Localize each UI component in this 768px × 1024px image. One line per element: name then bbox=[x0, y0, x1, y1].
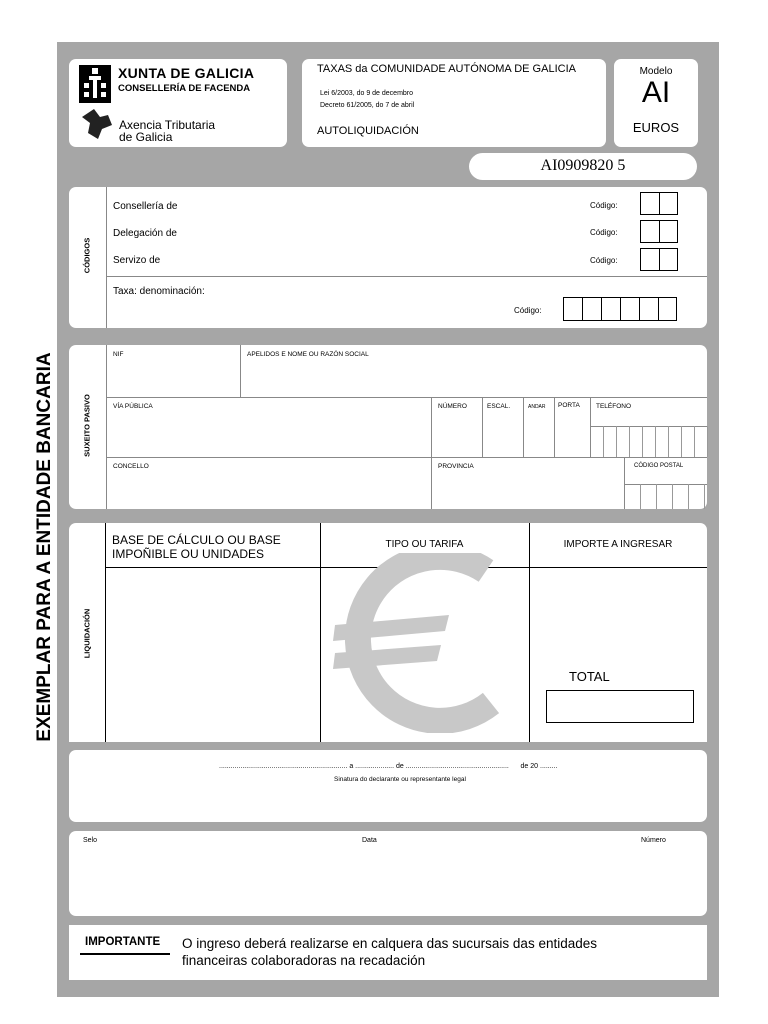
conselleria-code-label: Código: bbox=[590, 201, 618, 210]
taxa-code-split bbox=[601, 297, 602, 321]
liquidacion-label: LIQUIDACIÓN bbox=[82, 608, 92, 659]
signature-caption: Sinatura do declarante ou representante legal bbox=[334, 776, 466, 783]
provincia-label: PROVINCIA bbox=[438, 463, 474, 470]
important-text-2: financeiras colaboradoras na recadación bbox=[182, 953, 426, 968]
law-reference-1: Lei 6/2003, do 9 de decembro bbox=[320, 90, 414, 97]
important-underline bbox=[80, 953, 170, 955]
logo-line1: XUNTA DE GALICIA bbox=[118, 65, 255, 81]
bank-section bbox=[69, 831, 707, 916]
taxa-code-split bbox=[639, 297, 640, 321]
andar-label: ANDAR bbox=[528, 404, 546, 410]
servizo-code-label: Código: bbox=[590, 256, 618, 265]
concello-label: CONCELLO bbox=[113, 463, 149, 470]
servizo-code-split bbox=[659, 248, 660, 271]
signature-area[interactable] bbox=[79, 784, 697, 818]
escal-divider bbox=[523, 397, 524, 457]
via-label: VÍA PÚBLICA bbox=[113, 403, 153, 410]
bank-stamp-area[interactable] bbox=[79, 849, 697, 911]
andar-divider bbox=[554, 397, 555, 457]
row-separator bbox=[106, 457, 707, 458]
logo-line2: CONSELLERÍA DE FACENDA bbox=[118, 83, 251, 94]
numero-label: NÚMERO bbox=[438, 403, 467, 410]
conselleria-label: Consellería de bbox=[113, 201, 178, 212]
year-label: de 20 bbox=[520, 763, 539, 770]
col-divider-1 bbox=[320, 523, 321, 742]
model-code: AI bbox=[641, 76, 671, 109]
numero-divider bbox=[482, 397, 483, 457]
doc-number: AI0909820 5 bbox=[540, 157, 626, 174]
codigos-section bbox=[69, 187, 707, 328]
col-divider-2 bbox=[529, 523, 530, 742]
col-importe-header: IMPORTE A INGRESAR bbox=[563, 539, 673, 550]
escal-label: ESCAL. bbox=[487, 403, 511, 410]
via-divider bbox=[431, 397, 432, 457]
liquidacion-divider bbox=[105, 523, 106, 742]
important-text-1: O ingreso deberá realizarse en calquera das sucursais das entidades bbox=[182, 936, 597, 951]
taxa-code-split bbox=[582, 297, 583, 321]
form-title: TAXAS da COMUNIDADE AUTÓNOMA DE GALICIA bbox=[317, 63, 576, 75]
place-dots: .................................................................. bbox=[219, 763, 348, 770]
taxa-code-label: Código: bbox=[514, 306, 542, 315]
important-label: IMPORTANTE bbox=[85, 936, 161, 948]
conselleria-code-split bbox=[659, 192, 660, 215]
provincia-input[interactable] bbox=[432, 474, 623, 508]
logo-box bbox=[69, 59, 287, 147]
law-reference-2: Decreto 61/2005, do 7 de abril bbox=[320, 102, 415, 109]
row-separator bbox=[106, 397, 707, 398]
cp-input[interactable] bbox=[624, 484, 707, 509]
nif-input[interactable] bbox=[107, 360, 239, 396]
signature-line bbox=[219, 763, 558, 770]
name-label: APELIDOS E NOME OU RAZÓN SOCIAL bbox=[247, 351, 369, 358]
telefono-input[interactable] bbox=[590, 426, 707, 457]
signature-section bbox=[69, 750, 707, 822]
total-input[interactable] bbox=[546, 690, 694, 723]
concello-input[interactable] bbox=[107, 474, 430, 508]
servizo-label: Servizo de bbox=[113, 255, 161, 266]
data-label: Data bbox=[362, 837, 377, 844]
codigos-divider bbox=[106, 187, 107, 328]
delegacion-label: Delegación de bbox=[113, 228, 177, 239]
telefono-cell-divider bbox=[707, 426, 708, 457]
base-input[interactable] bbox=[107, 569, 319, 741]
liquidacion-section bbox=[69, 523, 707, 742]
col-tipo-header: TIPO OU TARIFA bbox=[385, 539, 464, 550]
year-dots: ......... bbox=[540, 763, 558, 770]
model-box bbox=[614, 59, 698, 147]
porta-label: PORTA bbox=[558, 402, 580, 409]
currency-label: EUROS bbox=[632, 120, 680, 135]
total-label: TOTAL bbox=[569, 669, 610, 684]
name-input[interactable] bbox=[241, 360, 706, 396]
cp-label: CÓDIGO POSTAL bbox=[634, 463, 684, 469]
month-dots: ..................................................... bbox=[405, 763, 509, 770]
nif-label: NIF bbox=[113, 351, 124, 358]
delegacion-code-label: Código: bbox=[590, 228, 618, 237]
via-input[interactable] bbox=[107, 414, 430, 456]
form-subtitle: AUTOLIQUIDACIÓN bbox=[317, 125, 419, 137]
important-section bbox=[69, 925, 707, 980]
taxa-code-split bbox=[658, 297, 659, 321]
taxa-label: Taxa: denominación: bbox=[113, 286, 205, 297]
a-label: a bbox=[349, 763, 354, 770]
suxeito-label: SUXEITO PASIVO bbox=[82, 394, 92, 457]
col-base-header-2: IMPOÑIBLE OU UNIDADES bbox=[112, 547, 265, 561]
tipo-input[interactable] bbox=[322, 569, 528, 741]
agency-logo-icon bbox=[80, 107, 114, 141]
delegacion-code-split bbox=[659, 220, 660, 243]
taxa-code-split bbox=[620, 297, 621, 321]
col-base-header-1: BASE DE CÁLCULO OU BASE bbox=[112, 533, 281, 547]
agency-line1: Axencia Tributaria bbox=[119, 118, 216, 132]
telefono-label: TELÉFONO bbox=[596, 403, 632, 410]
model-label: Modelo bbox=[639, 66, 673, 77]
xunta-crest-icon bbox=[79, 65, 111, 103]
agency-line2: de Galicia bbox=[119, 130, 173, 144]
title-box bbox=[302, 59, 606, 147]
doc-number-box bbox=[469, 153, 697, 180]
numero-bank-label: Número bbox=[641, 837, 666, 844]
day-dots: .................... bbox=[355, 763, 395, 770]
de-label: de bbox=[396, 763, 404, 770]
codigos-label: CÓDIGOS bbox=[82, 237, 92, 274]
selo-label: Selo bbox=[83, 837, 98, 844]
side-caption: EXEMPLAR PARA A ENTIDADE BANCARIA bbox=[34, 352, 55, 742]
codigos-separator bbox=[106, 276, 707, 277]
